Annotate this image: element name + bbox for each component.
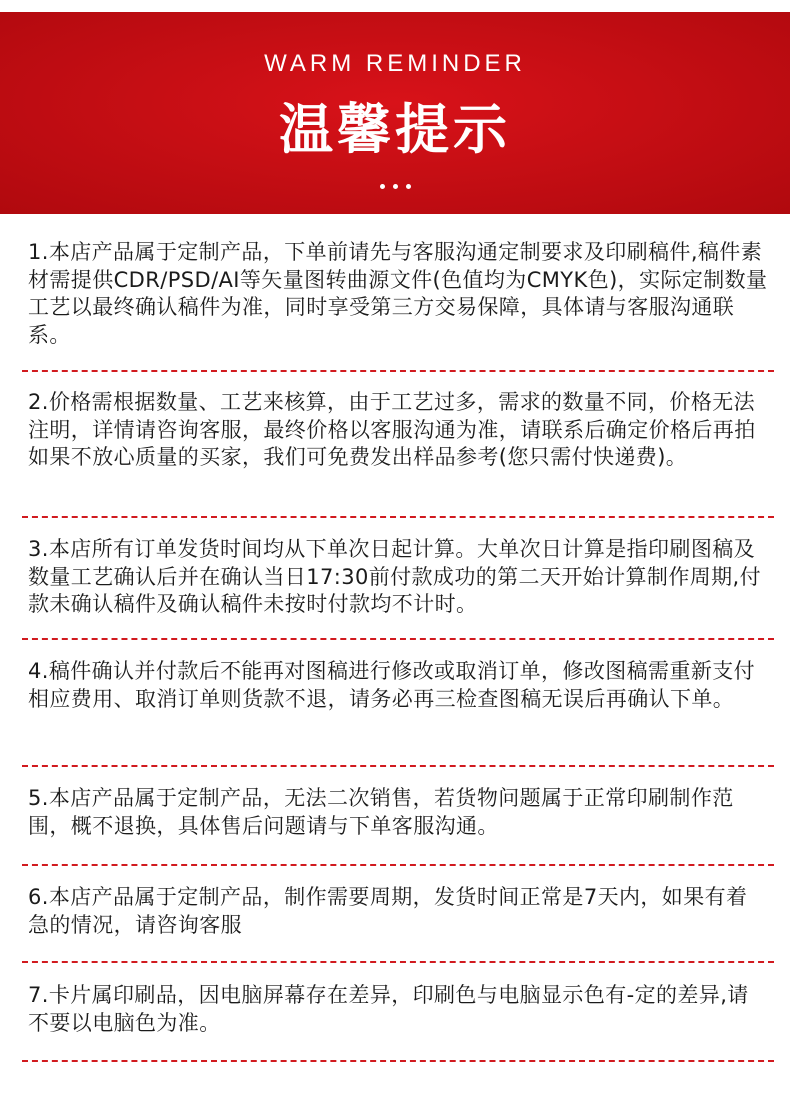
dot-icon: [393, 184, 398, 189]
notice-item-2: 2.价格需根据数量、工艺来核算，由于工艺过多，需求的数量不同，价格无法注明，详情请咨询客服，最终价格以客服沟通为准，请联系后确定价格后再拍如果不放心质量的买家，我们可免费发出样品参考(您只需付快递费)。: [28, 390, 756, 469]
divider: [22, 961, 774, 963]
notice-item-1: 1.本店产品属于定制产品，下单前请先与客服沟通定制要求及印刷稿件,稿件素材需提供CDR/PSD/AI等矢量图转曲源文件(色值均为CMYK色)，实际定制数量工艺以最终确认稿件为准，同时享受第三方交易保障，具体请与客服沟通联系。: [28, 240, 768, 347]
notice-item-3: 3.本店所有订单发货时间均从下单次日起计算。大单次日计算是指印刷图稿及数量工艺确认后并在确认当日17:30前付款成功的第二天开始计算制作周期,付款未确认稿件及确认稿件未按时付款均不计时。: [28, 537, 761, 616]
notice-item-7: 7.卡片属印刷品，因电脑屏幕存在差异，印刷色与电脑显示色有-定的差异,请不要以电脑色为准。: [28, 983, 749, 1035]
notice-item-5: 5.本店产品属于定制产品，无法二次销售，若货物问题属于正常印刷制作范围，概不退换，具体售后问题请与下单客服沟通。: [28, 786, 734, 838]
divider: [22, 864, 774, 866]
divider: [22, 370, 774, 372]
notice-item-4: 4.稿件确认并付款后不能再对图稿进行修改或取消订单，修改图稿需重新支付相应费用、取消订单则货款不退，请务必再三检查图稿无误后再确认下单。: [28, 659, 756, 711]
reminder-banner: [0, 12, 790, 214]
dot-icon: [406, 184, 411, 189]
divider: [22, 516, 774, 518]
divider: [22, 765, 774, 767]
notice-item-6: 6.本店产品属于定制产品，制作需要周期，发货时间正常是7天内，如果有着急的情况，请咨询客服: [28, 885, 748, 937]
dot-icon: [380, 184, 385, 189]
banner-title-cn: 温馨提示: [279, 98, 511, 161]
divider: [22, 1060, 774, 1062]
banner-title-en: WARM REMINDER: [264, 50, 526, 77]
banner-dots-decoration: [0, 174, 790, 193]
divider: [22, 638, 774, 640]
